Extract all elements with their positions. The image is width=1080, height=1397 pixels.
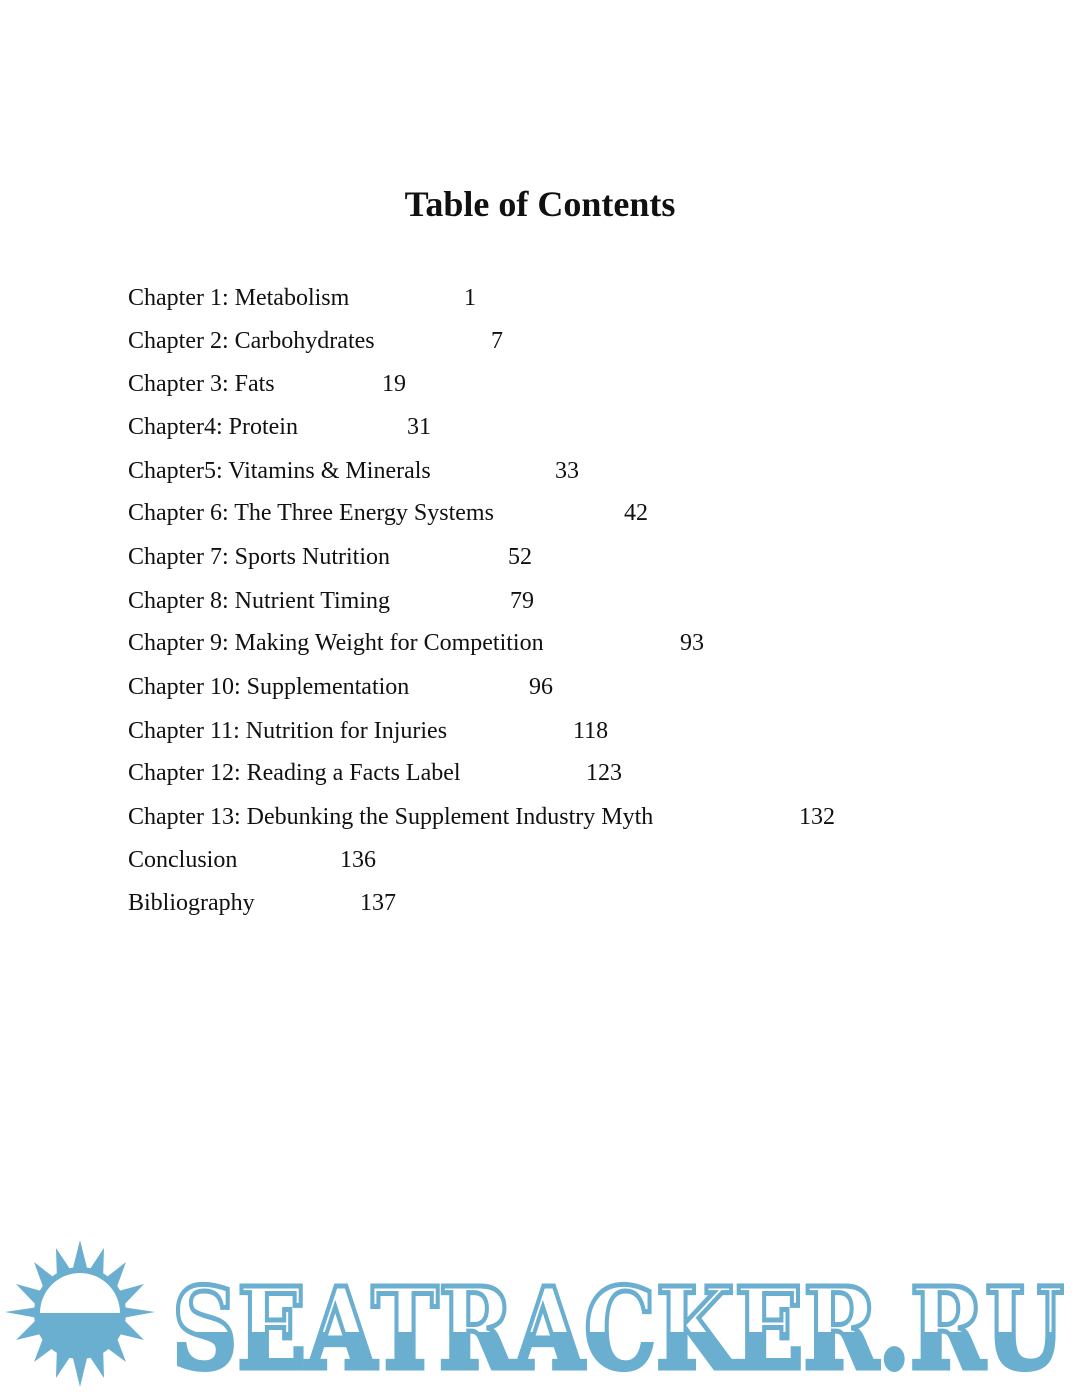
- toc-entry-label: Chapter 13: Debunking the Supplement Industry Myth: [128, 804, 654, 830]
- toc-entry-page: 132: [799, 804, 835, 830]
- watermark-text: SEATRACKER.RU: [172, 1264, 1064, 1395]
- toc-entry-page: 33: [555, 458, 579, 484]
- toc-entry-label: Chapter 9: Making Weight for Competition: [128, 630, 544, 656]
- toc-entry-page: 96: [529, 674, 553, 700]
- toc-entry-page: 42: [624, 500, 648, 526]
- watermark: [0, 1232, 1080, 1397]
- toc-entry-page: 123: [586, 760, 622, 786]
- sun-logo-icon: [5, 1240, 155, 1387]
- toc-entry-label: Chapter 12: Reading a Facts Label: [128, 760, 461, 786]
- toc-entry-label: Chapter4: Protein: [128, 414, 298, 440]
- toc-entry-label: Chapter 1: Metabolism: [128, 285, 350, 311]
- toc-entry-label: Chapter 3: Fats: [128, 371, 275, 397]
- toc-entry-label: Chapter 2: Carbohydrates: [128, 328, 375, 354]
- toc-entry-page: 79: [510, 588, 534, 614]
- toc-entry-page: 1: [464, 285, 476, 311]
- toc-entry-label: Chapter 7: Sports Nutrition: [128, 544, 390, 570]
- toc-entry-page: 93: [680, 630, 704, 656]
- toc-entry-label: Bibliography: [128, 890, 255, 916]
- toc-entry-label: Chapter 11: Nutrition for Injuries: [128, 718, 448, 744]
- toc-entry-page: 136: [340, 847, 376, 873]
- toc-entry-label: Conclusion: [128, 847, 238, 873]
- toc-entry-label: Chapter 6: The Three Energy Systems: [128, 500, 494, 526]
- page-title: Table of Contents: [404, 184, 676, 224]
- toc-entry-page: 19: [382, 371, 406, 397]
- toc-entry-page: 137: [360, 890, 396, 916]
- toc-entry-label: Chapter 8: Nutrient Timing: [128, 588, 391, 614]
- toc-entry-page: 31: [407, 414, 431, 440]
- toc-entry-page: 118: [573, 718, 609, 744]
- toc-entry-page: 7: [491, 328, 503, 354]
- toc-entry-page: 52: [508, 544, 532, 570]
- toc-entry-label: Chapter 10: Supplementation: [128, 674, 410, 700]
- toc-entry-label: Chapter5: Vitamins & Minerals: [128, 458, 431, 484]
